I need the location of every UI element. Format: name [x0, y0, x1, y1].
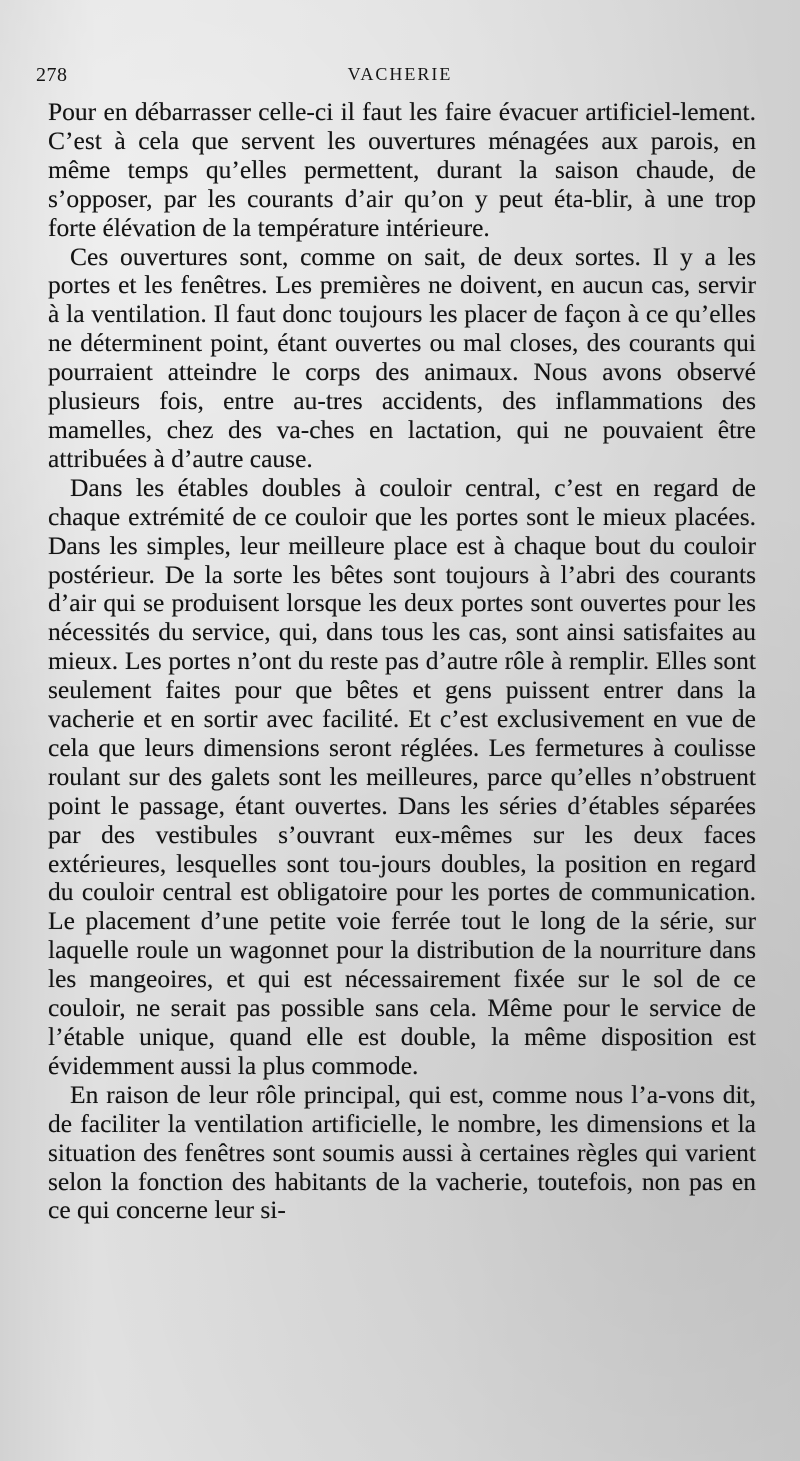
running-title: VACHERIE [347, 64, 453, 84]
page-number: 278 [36, 64, 68, 86]
page-header [36, 62, 764, 90]
paragraph: En raison de leur rôle principal, qui est, comme nous l’a-vons dit, de faciliter la ventilation artificielle, le nombre, les dimensions et la situation des fenêtres sont soumis aussi à certaines règles qui varient selon la fonction des habitants de la vacherie, toutefois, non pas en ce qui concerne leur si- [48, 1079, 756, 1225]
paragraph: Ces ouvertures sont, comme on sait, de deux sortes. Il y a les portes et les fenêtres. Les premières ne doivent, en aucun cas, servir à la ventilation. Il faut donc toujours les placer de façon à ce qu’elles ne déterminent point, étant ouvertes ou mal closes, des courants qui pourraient atteindre le corps des animaux. Nous avons observé plusieurs fois, entre au-tres accidents, des inflammations des mamelles, chez des va-ches en lactation, qui ne pouvaient être attribuées à d’autre cause. [48, 241, 756, 473]
body-text [48, 98, 756, 1225]
paragraph: Dans les étables doubles à couloir central, c’est en regard de chaque extrémité de ce couloir que les portes sont le mieux placées. Dans les simples, leur meilleure place est à chaque bout du couloir postérieur. De la sorte les bêtes sont toujours à l’abri des courants d’air qui se produisent lorsque les deux portes sont ouvertes pour les nécessités du service, qui, dans tous les cas, sont ainsi satisfaites au mieux. Les portes n’ont du reste pas d’autre rôle à remplir. Elles sont seulement faites pour que bêtes et gens puissent entrer dans la vacherie et en sortir avec facilité. Et c’est exclusivement en vue de cela que leurs dimensions seront réglées. Les fermetures à coulisse roulant sur des galets sont les meilleures, parce qu’elles n’obstruent point le passage, étant ouvertes. Dans les séries d’étables séparées par des vestibules s’ouvrant eux-mêmes sur les deux faces extérieures, lesquelles sont tou-jours doubles, la position en regard du couloir central est obligatoire pour les portes de communication. Le placement d’une petite voie ferrée tout le long de la série, sur laquelle roule un wagonnet pour la distribution de la nourriture dans les mangeoires, et qui est nécessairement fixée sur le sol de ce couloir, ne serait pas possible sans cela. Même pour le service de l’étable unique, quand elle est double, la même disposition est évidemment aussi la plus commode. [48, 472, 756, 1080]
paragraph-continued: Pour en débarrasser celle-ci il faut les faire évacuer artificiel-lement. C’est à cela que servent les ouvertures ménagées aux parois, en même temps qu’elles permettent, durant la saison chaude, de s’opposer, par les courants d’air qu’on y peut éta-blir, à une trop forte élévation de la température intérieure. [48, 97, 756, 242]
